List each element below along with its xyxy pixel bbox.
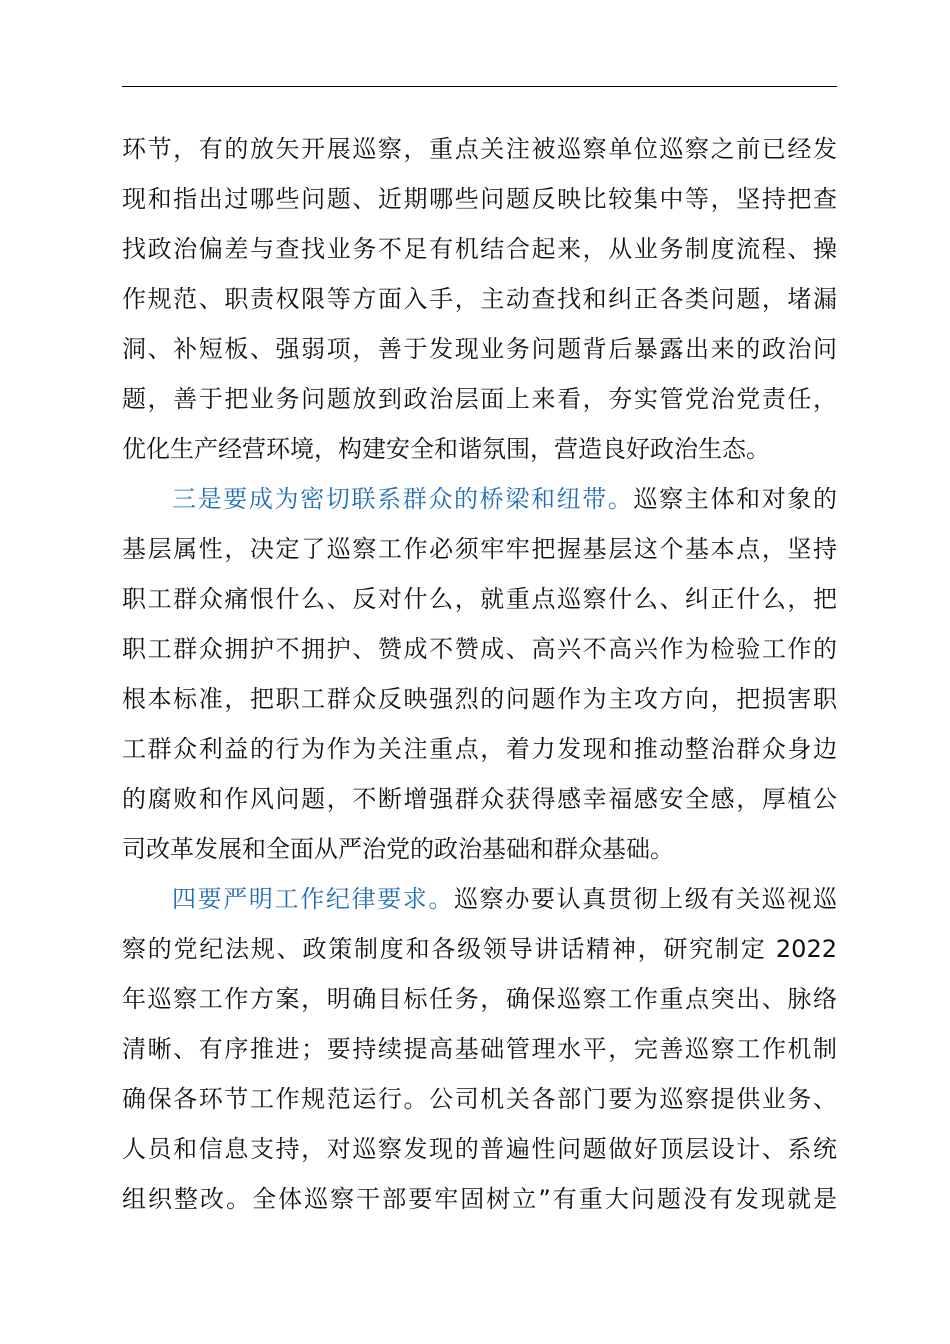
paragraph-1 bbox=[122, 124, 837, 474]
document-body bbox=[122, 124, 837, 1224]
text-line: 年巡察工作方案，明确目标任务，确保巡察工作重点突出、脉络 bbox=[122, 985, 837, 1013]
text-line: 确保各环节工作规范运行。公司机关各部门要为巡察提供业务、 bbox=[122, 1085, 837, 1113]
text-line-first bbox=[122, 474, 837, 524]
text-line: 的腐败和作风问题，不断增强群众获得感幸福感安全感，厚植公 bbox=[122, 785, 837, 813]
paragraph-heading: 三是要成为密切联系群众的桥梁和纽带。 bbox=[172, 485, 634, 513]
text-line: 优化生产经营环境，构建安全和谐氛围，营造良好政治生态。 bbox=[122, 435, 770, 463]
text-line: 察的党纪法规、政策制度和各级领导讲话精神，研究制定 2022 bbox=[122, 935, 837, 963]
header-rule bbox=[122, 86, 837, 87]
paragraph-heading: 四要严明工作纪律要求。 bbox=[172, 885, 455, 913]
text-line: 司改革发展和全面从严治党的政治基础和群众基础。 bbox=[122, 835, 674, 863]
text-line: 人员和信息支持，对巡察发现的普遍性问题做好顶层设计、系统 bbox=[122, 1135, 837, 1163]
text-line: 题，善于把业务问题放到政治层面上来看，夯实管党治党责任， bbox=[122, 385, 837, 413]
text-line: 根本标准，把职工群众反映强烈的问题作为主攻方向，把损害职 bbox=[122, 685, 837, 713]
text-line: 工群众利益的行为作为关注重点，着力发现和推动整治群众身边 bbox=[122, 735, 837, 763]
text-line: 现和指出过哪些问题、近期哪些问题反映比较集中等，坚持把查 bbox=[122, 185, 837, 213]
paragraph-3 bbox=[122, 874, 837, 1224]
text-line: 职工群众痛恨什么、反对什么，就重点巡察什么、纠正什么，把 bbox=[122, 585, 837, 613]
text-line: 职工群众拥护不拥护、赞成不赞成、高兴不高兴作为检验工作的 bbox=[122, 635, 837, 663]
text-line: 组织整改。全体巡察干部要牢固树立”有重大问题没有发现就是 bbox=[122, 1185, 837, 1213]
text-span: 巡察主体和对象的 bbox=[633, 485, 837, 513]
text-line-first bbox=[122, 874, 837, 924]
text-line: 找政治偏差与查找业务不足有机结合起来，从业务制度流程、操 bbox=[122, 235, 837, 263]
text-line: 环节，有的放矢开展巡察，重点关注被巡察单位巡察之前已经发 bbox=[122, 135, 837, 163]
text-line: 作规范、职责权限等方面入手，主动查找和纠正各类问题，堵漏 bbox=[122, 285, 837, 313]
text-line: 清晰、有序推进；要持续提高基础管理水平，完善巡察工作机制 bbox=[122, 1035, 837, 1063]
text-span: 巡察办要认真贯彻上级有关巡视巡 bbox=[454, 885, 837, 913]
text-line: 洞、补短板、强弱项，善于发现业务问题背后暴露出来的政治问 bbox=[122, 335, 837, 363]
paragraph-2 bbox=[122, 474, 837, 874]
text-line: 基层属性，决定了巡察工作必须牢牢把握基层这个基本点，坚持 bbox=[122, 535, 837, 563]
